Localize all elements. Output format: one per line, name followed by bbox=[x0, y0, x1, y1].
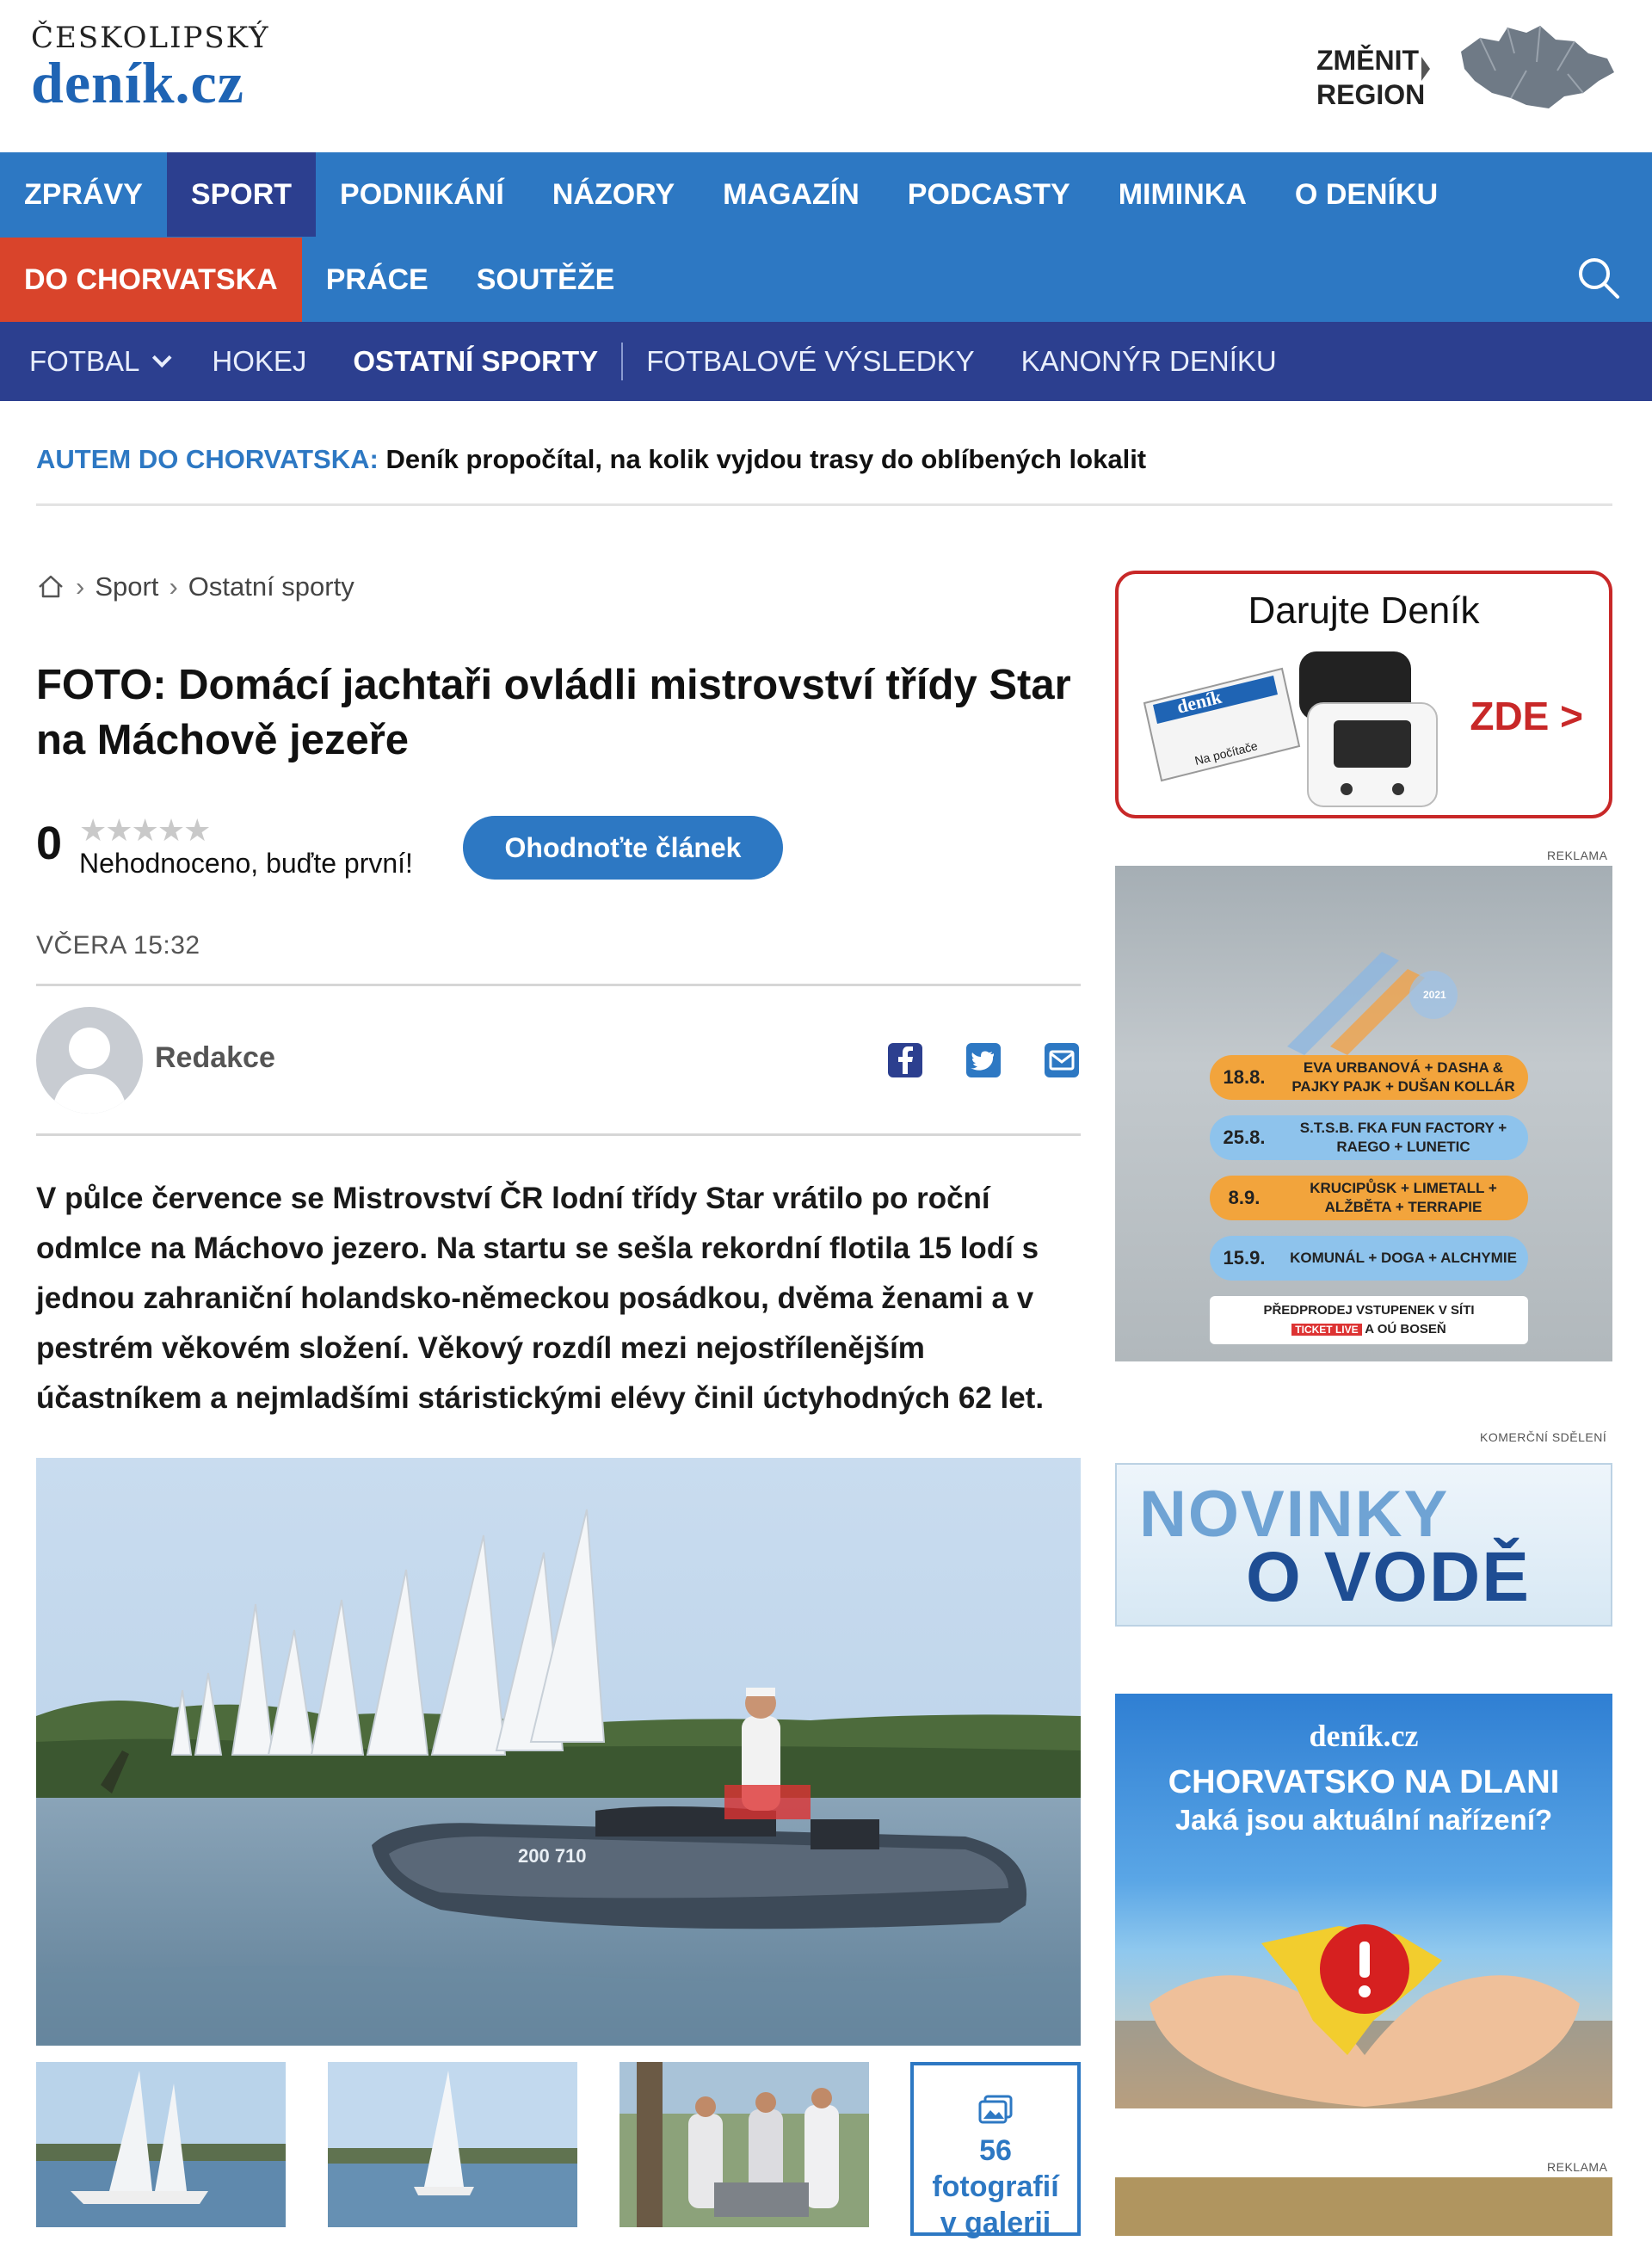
gallery-count: 56 bbox=[979, 2134, 1012, 2167]
news-ticker[interactable] bbox=[36, 441, 1146, 478]
author-avatar bbox=[36, 1007, 143, 1114]
festival-logo bbox=[1279, 943, 1468, 1055]
festival-row bbox=[1210, 1176, 1528, 1220]
subnav-item-kanonyr-deniku[interactable]: KANONÝR DENÍKU bbox=[1020, 345, 1277, 377]
sailboat-thumb-image bbox=[36, 2062, 286, 2227]
rating-text: Nehodnoceno, buďte první! bbox=[79, 848, 413, 879]
ticker-divider bbox=[36, 503, 1612, 506]
ad-label: REKLAMA bbox=[1547, 2160, 1608, 2174]
festival-row bbox=[1210, 1236, 1528, 1281]
nav-item-prace[interactable]: PRÁCE bbox=[325, 262, 428, 296]
festival-date: 8.9. bbox=[1228, 1187, 1261, 1208]
home-icon[interactable] bbox=[36, 572, 65, 602]
festival-presale bbox=[1210, 1296, 1528, 1344]
festival-lineup: EVA URBANOVÁ + DASHA & PAJKY PAJK + DUŠAN KOLLÁR bbox=[1291, 1059, 1515, 1095]
promo-cta[interactable]: ZDE > bbox=[1470, 694, 1583, 738]
boat-number: 200 710 bbox=[518, 1845, 587, 1867]
nav-item-podcasty[interactable]: PODCASTY bbox=[907, 177, 1070, 211]
croatia-banner-logo: deník.cz bbox=[1309, 1719, 1419, 1753]
chevron-down-icon bbox=[152, 348, 172, 367]
breadcrumb-separator: › bbox=[169, 571, 178, 602]
main-nav bbox=[0, 152, 1652, 322]
nav-item-magazin[interactable]: MAGAZÍN bbox=[723, 177, 860, 211]
festival-row bbox=[1210, 1055, 1528, 1100]
site-logo[interactable] bbox=[31, 21, 270, 115]
nav-item-miminka[interactable]: MIMINKA bbox=[1118, 177, 1247, 211]
breadcrumb-ostatni-sporty[interactable]: Ostatní sporty bbox=[188, 571, 354, 602]
water-banner-line2: O VODĚ bbox=[1246, 1538, 1531, 1616]
festival-ticket-line bbox=[1210, 1320, 1528, 1339]
gift-subscription-promo[interactable] bbox=[1115, 571, 1612, 818]
festival-presale-text: PŘEDPRODEJ VSTUPENEK V SÍTI bbox=[1263, 1303, 1475, 1318]
divider bbox=[36, 1133, 1081, 1136]
search-icon[interactable] bbox=[1576, 256, 1621, 300]
sailboat-thumb-image bbox=[328, 2062, 577, 2227]
region-arrow-icon bbox=[1421, 57, 1430, 81]
festival-date: 15.9. bbox=[1223, 1247, 1266, 1269]
article-date: VČERA 15:32 bbox=[36, 931, 200, 960]
festival-lineup: KRUCIPŮSK + LIMETALL + ALŽBĚTA + TERRAPIE bbox=[1310, 1180, 1497, 1215]
commercial-label: KOMERČNÍ SDĚLENÍ bbox=[1480, 1430, 1607, 1444]
nav-item-nazory[interactable]: NÁZORY bbox=[552, 177, 675, 211]
gallery-thumb-2[interactable] bbox=[328, 2062, 577, 2227]
nav-item-sport[interactable]: SPORT bbox=[167, 152, 316, 237]
twitter-share-icon[interactable] bbox=[965, 1041, 1002, 1079]
festival-date: 18.8. bbox=[1223, 1066, 1266, 1088]
subnav-item-fotbalove-vysledky[interactable]: FOTBALOVÉ VÝSLEDKY bbox=[646, 345, 975, 377]
sport-subnav bbox=[0, 322, 1652, 401]
facebook-share-icon[interactable] bbox=[886, 1041, 924, 1079]
subnav-item-fotbal[interactable] bbox=[0, 322, 188, 401]
gallery-line3: v galerii bbox=[940, 2207, 1051, 2239]
nav-item-souteze[interactable]: SOUTĚŽE bbox=[476, 262, 615, 296]
promo-title: Darujte Deník bbox=[1248, 590, 1480, 632]
festival-lineup: S.T.S.B. FKA FUN FACTORY + RAEGO + LUNETIC bbox=[1299, 1120, 1507, 1155]
rating-value: 0 bbox=[36, 818, 63, 869]
newspaper-and-blood-pressure-monitor-image bbox=[1136, 643, 1446, 815]
gallery-thumb-3[interactable] bbox=[620, 2062, 869, 2227]
hands-holding-map-image bbox=[1115, 1849, 1612, 2108]
sailing-photo bbox=[36, 1458, 1081, 2046]
gallery-line2: fotografií bbox=[932, 2170, 1059, 2203]
gallery-link[interactable] bbox=[910, 2062, 1081, 2239]
article-perex: V půlce července se Mistrovství ČR lodní třídy Star vrátilo po roční odmlce na Máchovo jezero. Na startu se sešla rekordní flotila 15 lodí s jednou zahraniční holandsko-německou posádkou, dvěma ženami a v pestrém věkovém složení. Věkový rozdíl mezi nejostřílenějším účastníkem a nejmladšími stáristickými elévy činil úctyhodných 62 let. bbox=[36, 1182, 1045, 1415]
subnav-item-hokej[interactable]: HOKEJ bbox=[212, 345, 307, 377]
rating-stars[interactable]: ★★★★★ bbox=[79, 812, 210, 848]
promo-paper-caption: Na počítače bbox=[1193, 738, 1260, 768]
festival-lineup: KOMUNÁL + DOGA + ALCHYMIE bbox=[1290, 1250, 1517, 1266]
breadcrumb-sport[interactable]: Sport bbox=[95, 571, 159, 602]
email-share-icon[interactable] bbox=[1043, 1041, 1081, 1079]
article-rating bbox=[36, 813, 793, 882]
nav-item-do-chorvatska[interactable]: DO CHORVATSKA bbox=[0, 238, 302, 322]
festival-place: A OÚ BOSEŇ bbox=[1365, 1322, 1446, 1337]
festival-row bbox=[1210, 1115, 1528, 1160]
czech-map-icon[interactable] bbox=[1454, 19, 1618, 115]
croatia-banner-subtitle: Jaká jsou aktuální nařízení? bbox=[1174, 1804, 1553, 1836]
author-name[interactable]: Redakce bbox=[155, 1041, 275, 1074]
water-news-banner[interactable] bbox=[1115, 1463, 1612, 1627]
water-banner-line1: NOVINKY bbox=[1139, 1478, 1450, 1551]
crew-thumb-image bbox=[620, 2062, 869, 2227]
nav-item-podnikani[interactable]: PODNIKÁNÍ bbox=[340, 177, 504, 211]
bottom-ad[interactable] bbox=[1115, 2177, 1612, 2236]
ticker-label: AUTEM DO CHORVATSKA: bbox=[36, 444, 379, 474]
breadcrumb-separator: › bbox=[76, 571, 85, 602]
nav-item-o-deniku[interactable]: O DENÍKU bbox=[1294, 177, 1439, 211]
change-region-line2: REGION bbox=[1316, 79, 1426, 110]
rate-article-button[interactable]: Ohodnoťte článek bbox=[463, 816, 783, 880]
breadcrumb bbox=[36, 571, 354, 602]
change-region-button[interactable] bbox=[1316, 43, 1425, 112]
festival-ad[interactable] bbox=[1115, 866, 1612, 1361]
festival-year: 2021 bbox=[1423, 989, 1446, 1001]
ad-label: REKLAMA bbox=[1547, 849, 1608, 862]
nav-item-zpravy[interactable]: ZPRÁVY bbox=[24, 177, 143, 211]
gallery-thumb-1[interactable] bbox=[36, 2062, 286, 2227]
croatia-banner-title: CHORVATSKO NA DLANI bbox=[1168, 1764, 1560, 1800]
article-title: FOTO: Domácí jachtaři ovládli mistrovství třídy Star na Máchově jezeře bbox=[36, 662, 1071, 763]
divider bbox=[36, 984, 1081, 986]
croatia-guide-banner[interactable] bbox=[1115, 1694, 1612, 2108]
subnav-fotbal-label: FOTBAL bbox=[29, 345, 140, 377]
festival-date: 25.8. bbox=[1223, 1127, 1266, 1148]
logo-main: deník.cz bbox=[31, 50, 244, 115]
gallery-icon bbox=[978, 2095, 1013, 2124]
site-header bbox=[0, 0, 1652, 152]
promo-paper-logo: deník bbox=[1174, 685, 1224, 718]
user-silhouette-icon bbox=[36, 1007, 143, 1114]
ticketlive-badge: TICKET LIVE bbox=[1291, 1324, 1361, 1336]
logo-region: ČESKOLIPSKÝ bbox=[31, 21, 270, 55]
change-region-line1: ZMĚNIT bbox=[1316, 45, 1420, 76]
article-main-photo[interactable] bbox=[36, 1458, 1081, 2046]
subnav-item-ostatni-sporty[interactable]: OSTATNÍ SPORTY bbox=[353, 345, 599, 377]
ticker-text: Deník propočítal, na kolik vyjdou trasy do oblíbených lokalit bbox=[385, 444, 1147, 474]
